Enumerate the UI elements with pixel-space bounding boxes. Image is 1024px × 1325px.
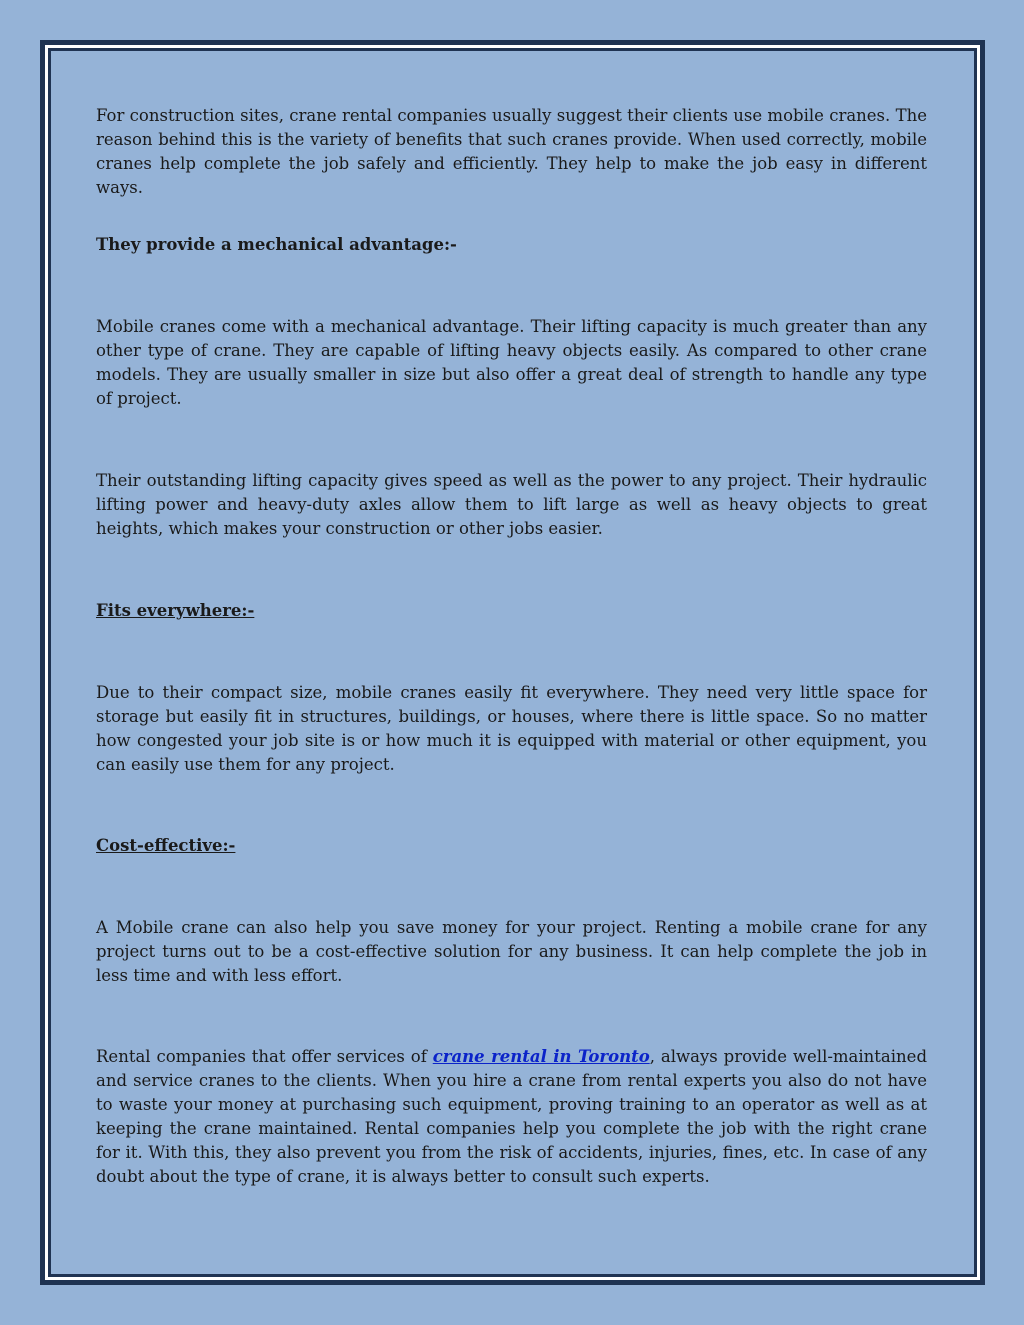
section-heading-cost-effective: Cost-effective:- (96, 836, 236, 855)
section-heading-mechanical-advantage: They provide a mechanical advantage:- (96, 235, 457, 254)
cost-effective-paragraph: A Mobile crane can also help you save money for your project. Renting a mobile crane for any project turns out to be a cost-effective solution for any business. It can help complete the job in less time and with less effort. (96, 918, 927, 985)
mechanical-advantage-paragraph-1: Mobile cranes come with a mechanical advantage. Their lifting capacity is much greater than any other type of crane. They are capable of lifting heavy objects easily. As compared to other crane models. They are usually smaller in size but also offer a great deal of strength to handle any type of project. (96, 317, 927, 408)
crane-rental-toronto-link[interactable]: crane rental in Toronto (432, 1047, 650, 1066)
fits-everywhere-paragraph: Due to their compact size, mobile cranes easily fit everywhere. They need very little space for storage but easily fit in structures, buildings, or houses, where there is little space. So no matter how congested your job site is or how much it is equipped with material or other equipment, you can easily use them for any project. (96, 683, 927, 774)
closing-text-after-link: , always provide well-maintained and service cranes to the clients. When you hire a crane from rental experts you also do not have to waste your money at purchasing such equipment, proving training to an operator as well as at keeping the crane maintained. Rental companies help you complete the job with the right crane for it. With this, they also prevent you from the risk of accidents, injuries, fines, etc. In case of any doubt about the type of crane, it is always better to consult such experts. (96, 1047, 928, 1186)
closing-text-before-link: Rental companies that offer services of (96, 1047, 433, 1066)
mechanical-advantage-paragraph-2: Their outstanding lifting capacity gives speed as well as the power to any project. Their hydraulic lifting power and heavy-duty axles allow them to lift large as well as heavy objects to great heights, which makes your construction or other jobs easier. (96, 471, 927, 538)
closing-paragraph (96, 1045, 927, 1189)
intro-paragraph: For construction sites, crane rental companies usually suggest their clients use mobile cranes. The reason behind this is the variety of benefits that such cranes provide. When used correctly, mobile cranes help complete the job safely and efficiently. They help to make the job easy in different ways. (96, 106, 927, 197)
section-heading-fits-everywhere: Fits everywhere:- (96, 601, 255, 620)
